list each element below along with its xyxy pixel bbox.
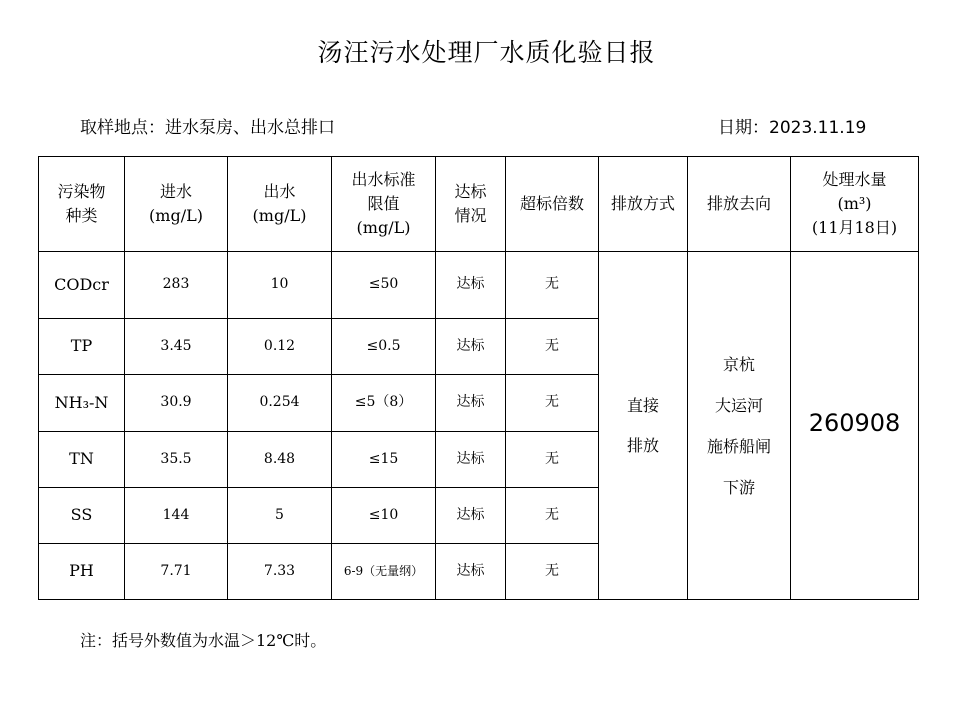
header-exceed-multiple: 超标倍数	[506, 157, 599, 252]
limit-cell: 6-9（无量纲）	[332, 544, 436, 600]
status-cell: 达标	[436, 375, 506, 432]
treated-volume-cell	[791, 252, 919, 600]
limit-cell: ≤10	[332, 488, 436, 544]
water-quality-table	[38, 156, 919, 600]
effluent-cell: 5	[228, 488, 332, 544]
exceed-cell: 无	[506, 252, 599, 319]
limit-cell: ≤15	[332, 432, 436, 488]
influent-cell: 30.9	[125, 375, 228, 432]
header-compliance: 达标 情况	[436, 157, 506, 252]
status-cell: 达标	[436, 432, 506, 488]
influent-cell: 144	[125, 488, 228, 544]
limit-cell: ≤0.5	[332, 319, 436, 375]
header-pollutant-type: 污染物 种类	[39, 157, 125, 252]
effluent-cell: 0.254	[228, 375, 332, 432]
discharge-destination-cell: 京杭 大运河 施桥船闸 下游	[688, 252, 791, 600]
status-cell: 达标	[436, 252, 506, 319]
header-treated-volume: 处理水量 (m³) (11月18日)	[791, 157, 919, 252]
exceed-cell: 无	[506, 488, 599, 544]
exceed-cell: 无	[506, 544, 599, 600]
status-cell: 达标	[436, 488, 506, 544]
influent-cell: 3.45	[125, 319, 228, 375]
param-cell: PH	[39, 544, 125, 600]
param-cell: SS	[39, 488, 125, 544]
header-discharge-method: 排放方式	[599, 157, 688, 252]
table-row	[39, 252, 919, 319]
param-cell: CODcr	[39, 252, 125, 319]
header-influent: 进水 (mg/L)	[125, 157, 228, 252]
influent-cell: 7.71	[125, 544, 228, 600]
exceed-cell: 无	[506, 375, 599, 432]
limit-cell: ≤50	[332, 252, 436, 319]
sampling-location: 取样地点：进水泵房、出水总排口	[80, 118, 335, 138]
effluent-cell: 8.48	[228, 432, 332, 488]
discharge-method-cell: 直接 排放	[599, 252, 688, 600]
exceed-cell: 无	[506, 319, 599, 375]
report-date: 日期：2023.11.19	[718, 118, 867, 138]
influent-cell: 283	[125, 252, 228, 319]
treated-volume-value: 260908	[808, 408, 901, 437]
effluent-cell: 10	[228, 252, 332, 319]
exceed-cell: 无	[506, 432, 599, 488]
header-row	[39, 157, 919, 252]
influent-cell: 35.5	[125, 432, 228, 488]
report-title: 汤汪污水处理厂水质化验日报	[317, 38, 656, 67]
param-cell: TP	[39, 319, 125, 375]
limit-cell: ≤5（8）	[332, 375, 436, 432]
header-effluent: 出水 (mg/L)	[228, 157, 332, 252]
status-cell: 达标	[436, 544, 506, 600]
param-cell: TN	[39, 432, 125, 488]
header-discharge-destination: 排放去向	[688, 157, 791, 252]
effluent-cell: 0.12	[228, 319, 332, 375]
header-effluent-limit: 出水标准 限值 (mg/L)	[332, 157, 436, 252]
effluent-cell: 7.33	[228, 544, 332, 600]
param-cell: NH₃-N	[39, 375, 125, 432]
footnote: 注：括号外数值为水温＞12℃时。	[80, 631, 327, 650]
status-cell: 达标	[436, 319, 506, 375]
